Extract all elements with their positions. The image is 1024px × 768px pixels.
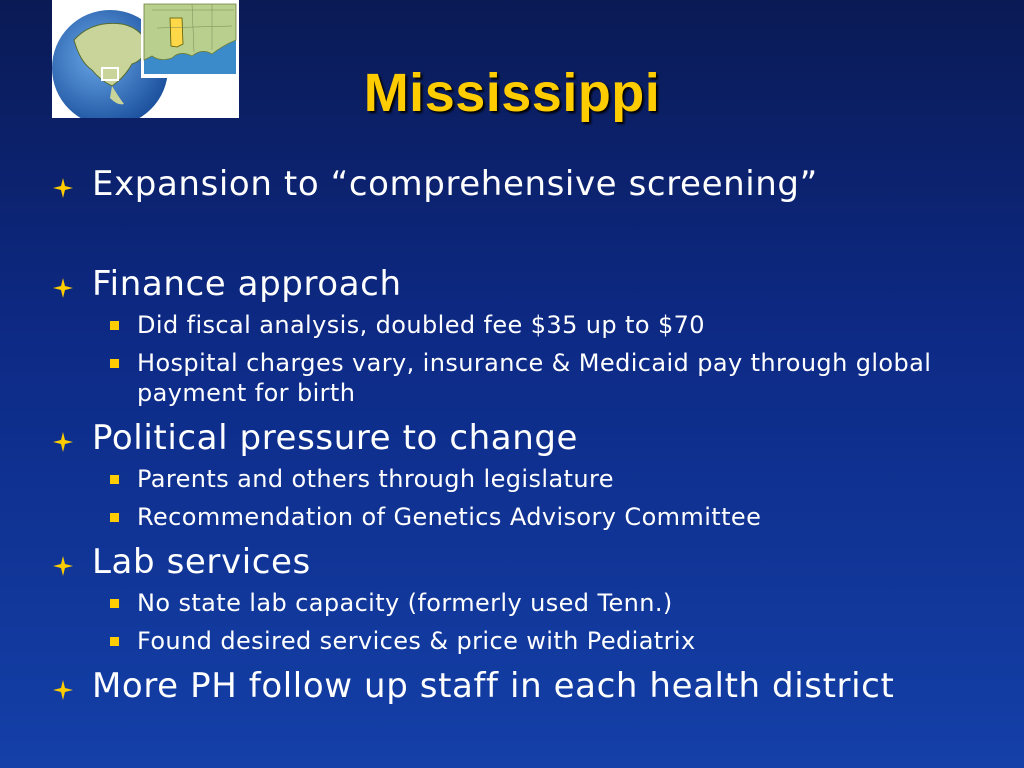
diamond-bullet-icon: [52, 277, 74, 299]
diamond-bullet-icon: [52, 177, 74, 199]
bullet-list: [52, 162, 1012, 708]
sub-bullet-item: [52, 588, 1012, 618]
bullet-text: Lab services: [92, 542, 311, 582]
bullet-item: [52, 162, 1012, 206]
sub-bullet-text: Found desired services & price with Pediatrix: [137, 627, 696, 655]
bullet-text: Political pressure to change: [92, 418, 579, 458]
bullet-item: [52, 416, 1012, 460]
bullet-item: [52, 262, 1012, 306]
sub-bullet-text: Hospital charges vary, insurance & Medicaid pay through global payment for birth: [137, 349, 932, 407]
sub-bullet-item: [52, 310, 1012, 340]
square-bullet-icon: [110, 513, 119, 522]
square-bullet-icon: [110, 359, 119, 368]
bullet-text: Expansion to “comprehensive screening”: [92, 164, 818, 204]
sub-bullet-text: Recommendation of Genetics Advisory Committee: [137, 503, 762, 531]
diamond-bullet-icon: [52, 431, 74, 453]
sub-bullet-item: [52, 348, 1012, 408]
sub-bullet-text: Parents and others through legislature: [137, 465, 614, 493]
bullet-text: More PH follow up staff in each health district: [92, 666, 895, 706]
sub-bullet-item: [52, 626, 1012, 656]
sub-bullet-item: [52, 502, 1012, 532]
sub-bullet-text: Did fiscal analysis, doubled fee $35 up to $70: [137, 311, 705, 339]
sub-bullet-item: [52, 464, 1012, 494]
diamond-bullet-icon: [52, 555, 74, 577]
diamond-bullet-icon: [52, 679, 74, 701]
square-bullet-icon: [110, 475, 119, 484]
square-bullet-icon: [110, 321, 119, 330]
square-bullet-icon: [110, 637, 119, 646]
square-bullet-icon: [110, 599, 119, 608]
bullet-text: Finance approach: [92, 264, 402, 304]
sub-bullet-text: No state lab capacity (formerly used Tenn.): [137, 589, 673, 617]
slide-title: Mississippi: [363, 63, 661, 123]
bullet-item: [52, 664, 1012, 708]
bullet-item: [52, 540, 1012, 584]
